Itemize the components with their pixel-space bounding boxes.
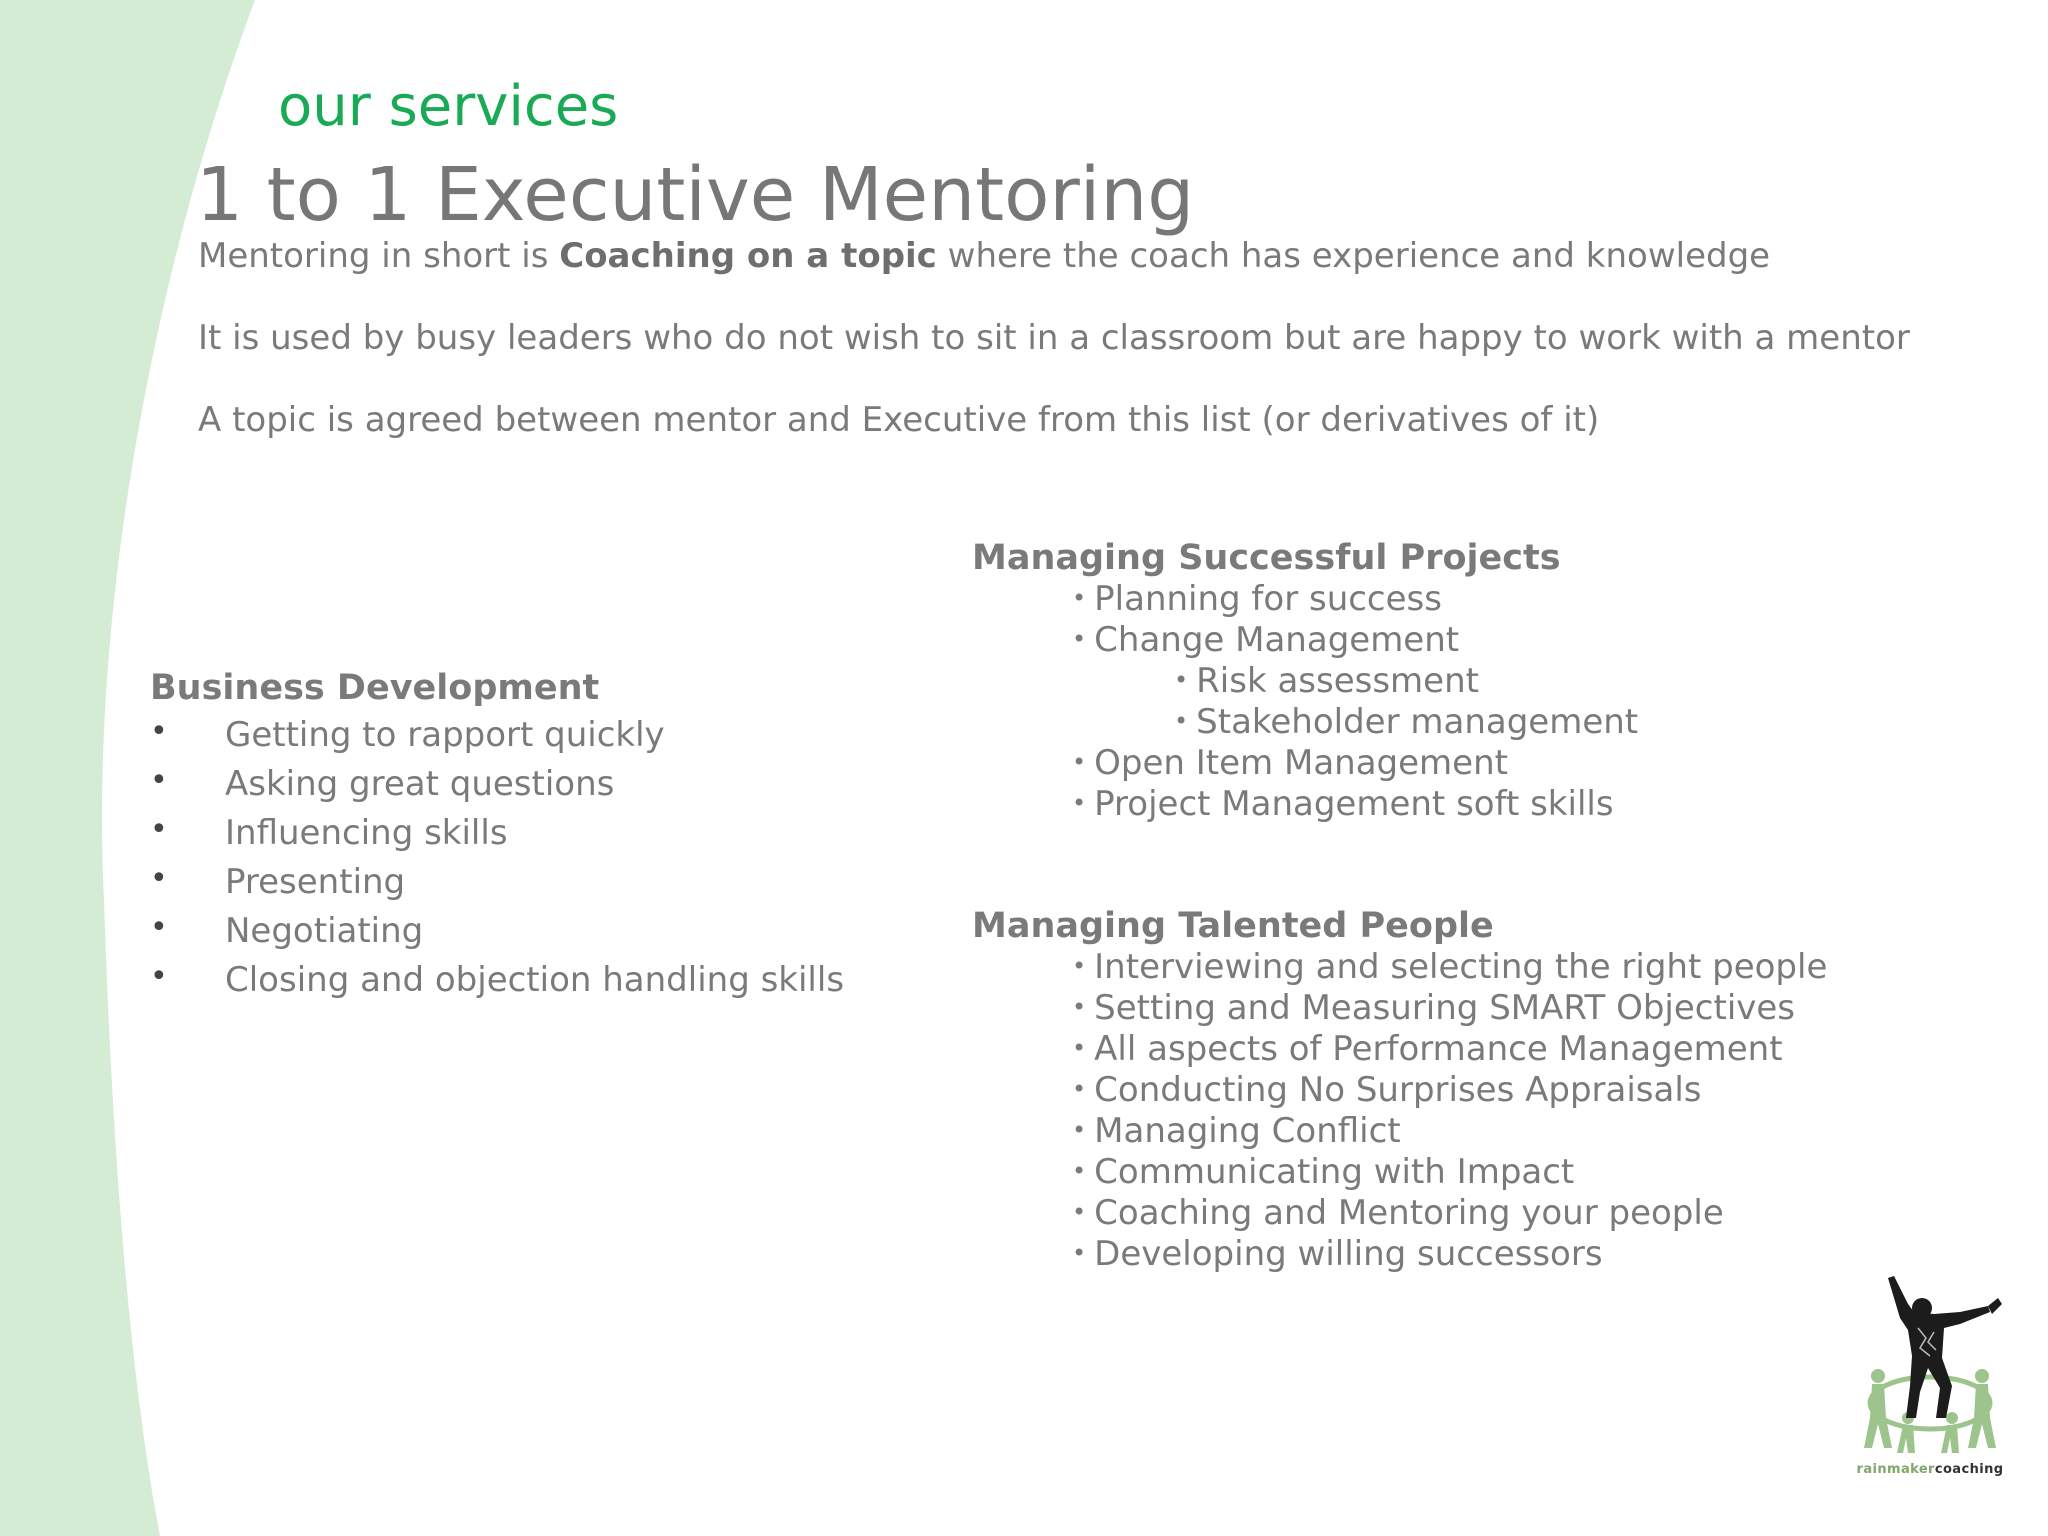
projects-list [972,578,1638,824]
page-title: 1 to 1 Executive Mentoring [196,152,1195,238]
business-development-list [150,708,845,1002]
list-item: • All aspects of Performance Management [1072,1029,1783,1069]
people-heading: Managing Talented People [972,906,1494,946]
intro-paragraph-2: It is used by busy leaders who do not wish to sit in a classroom but are happy to work with a mentor [198,318,1910,358]
intro-paragraph-3: A topic is agreed between mentor and Executive from this list (or derivatives of it) [198,400,1600,440]
projects-section [972,538,1638,824]
list-item: • Setting and Measuring SMART Objectives [1072,988,1796,1028]
list-item: • Change Management [1072,620,1460,660]
rainmaker-coaching-logo [1848,1268,2012,1483]
dancing-figure-icon [1848,1268,2012,1463]
people-section [972,906,1827,1274]
section-label: our services [278,74,619,139]
list-item: • Developing willing successors [1072,1234,1603,1274]
business-development-section [150,668,845,1002]
list-item: • Influencing skills [150,812,508,853]
list-item: • Closing and objection handling skills [150,959,845,1000]
people-list [972,946,1827,1274]
list-item: • Planning for success [1072,579,1442,619]
list-item: • Getting to rapport quickly [150,714,665,755]
sub-list-item: • Stakeholder management [1174,702,1639,742]
list-item: • Negotiating [150,910,424,951]
list-item: • Asking great questions [150,763,615,804]
projects-heading: Managing Successful Projects [972,538,1561,578]
list-item: • Managing Conflict [1072,1111,1401,1151]
business-development-heading: Business Development [150,668,600,708]
sub-list-item: • Risk assessment [1174,661,1479,701]
list-item: • Open Item Management [1072,743,1508,783]
list-item: • Conducting No Surprises Appraisals [1072,1070,1702,1110]
list-item: • Project Management soft skills [1072,784,1614,824]
list-item: • Presenting [150,861,406,902]
intro-emphasis: Coaching on a topic [559,236,937,276]
list-item: • Communicating with Impact [1072,1152,1575,1192]
list-item: • Coaching and Mentoring your people [1072,1193,1724,1233]
list-item: • Interviewing and selecting the right people [1072,947,1828,987]
logo-wordmark: rainmakercoaching [1856,1462,2004,1477]
intro-paragraph-1: Mentoring in short is Coaching on a topic where the coach has experience and knowledge [198,236,1771,276]
